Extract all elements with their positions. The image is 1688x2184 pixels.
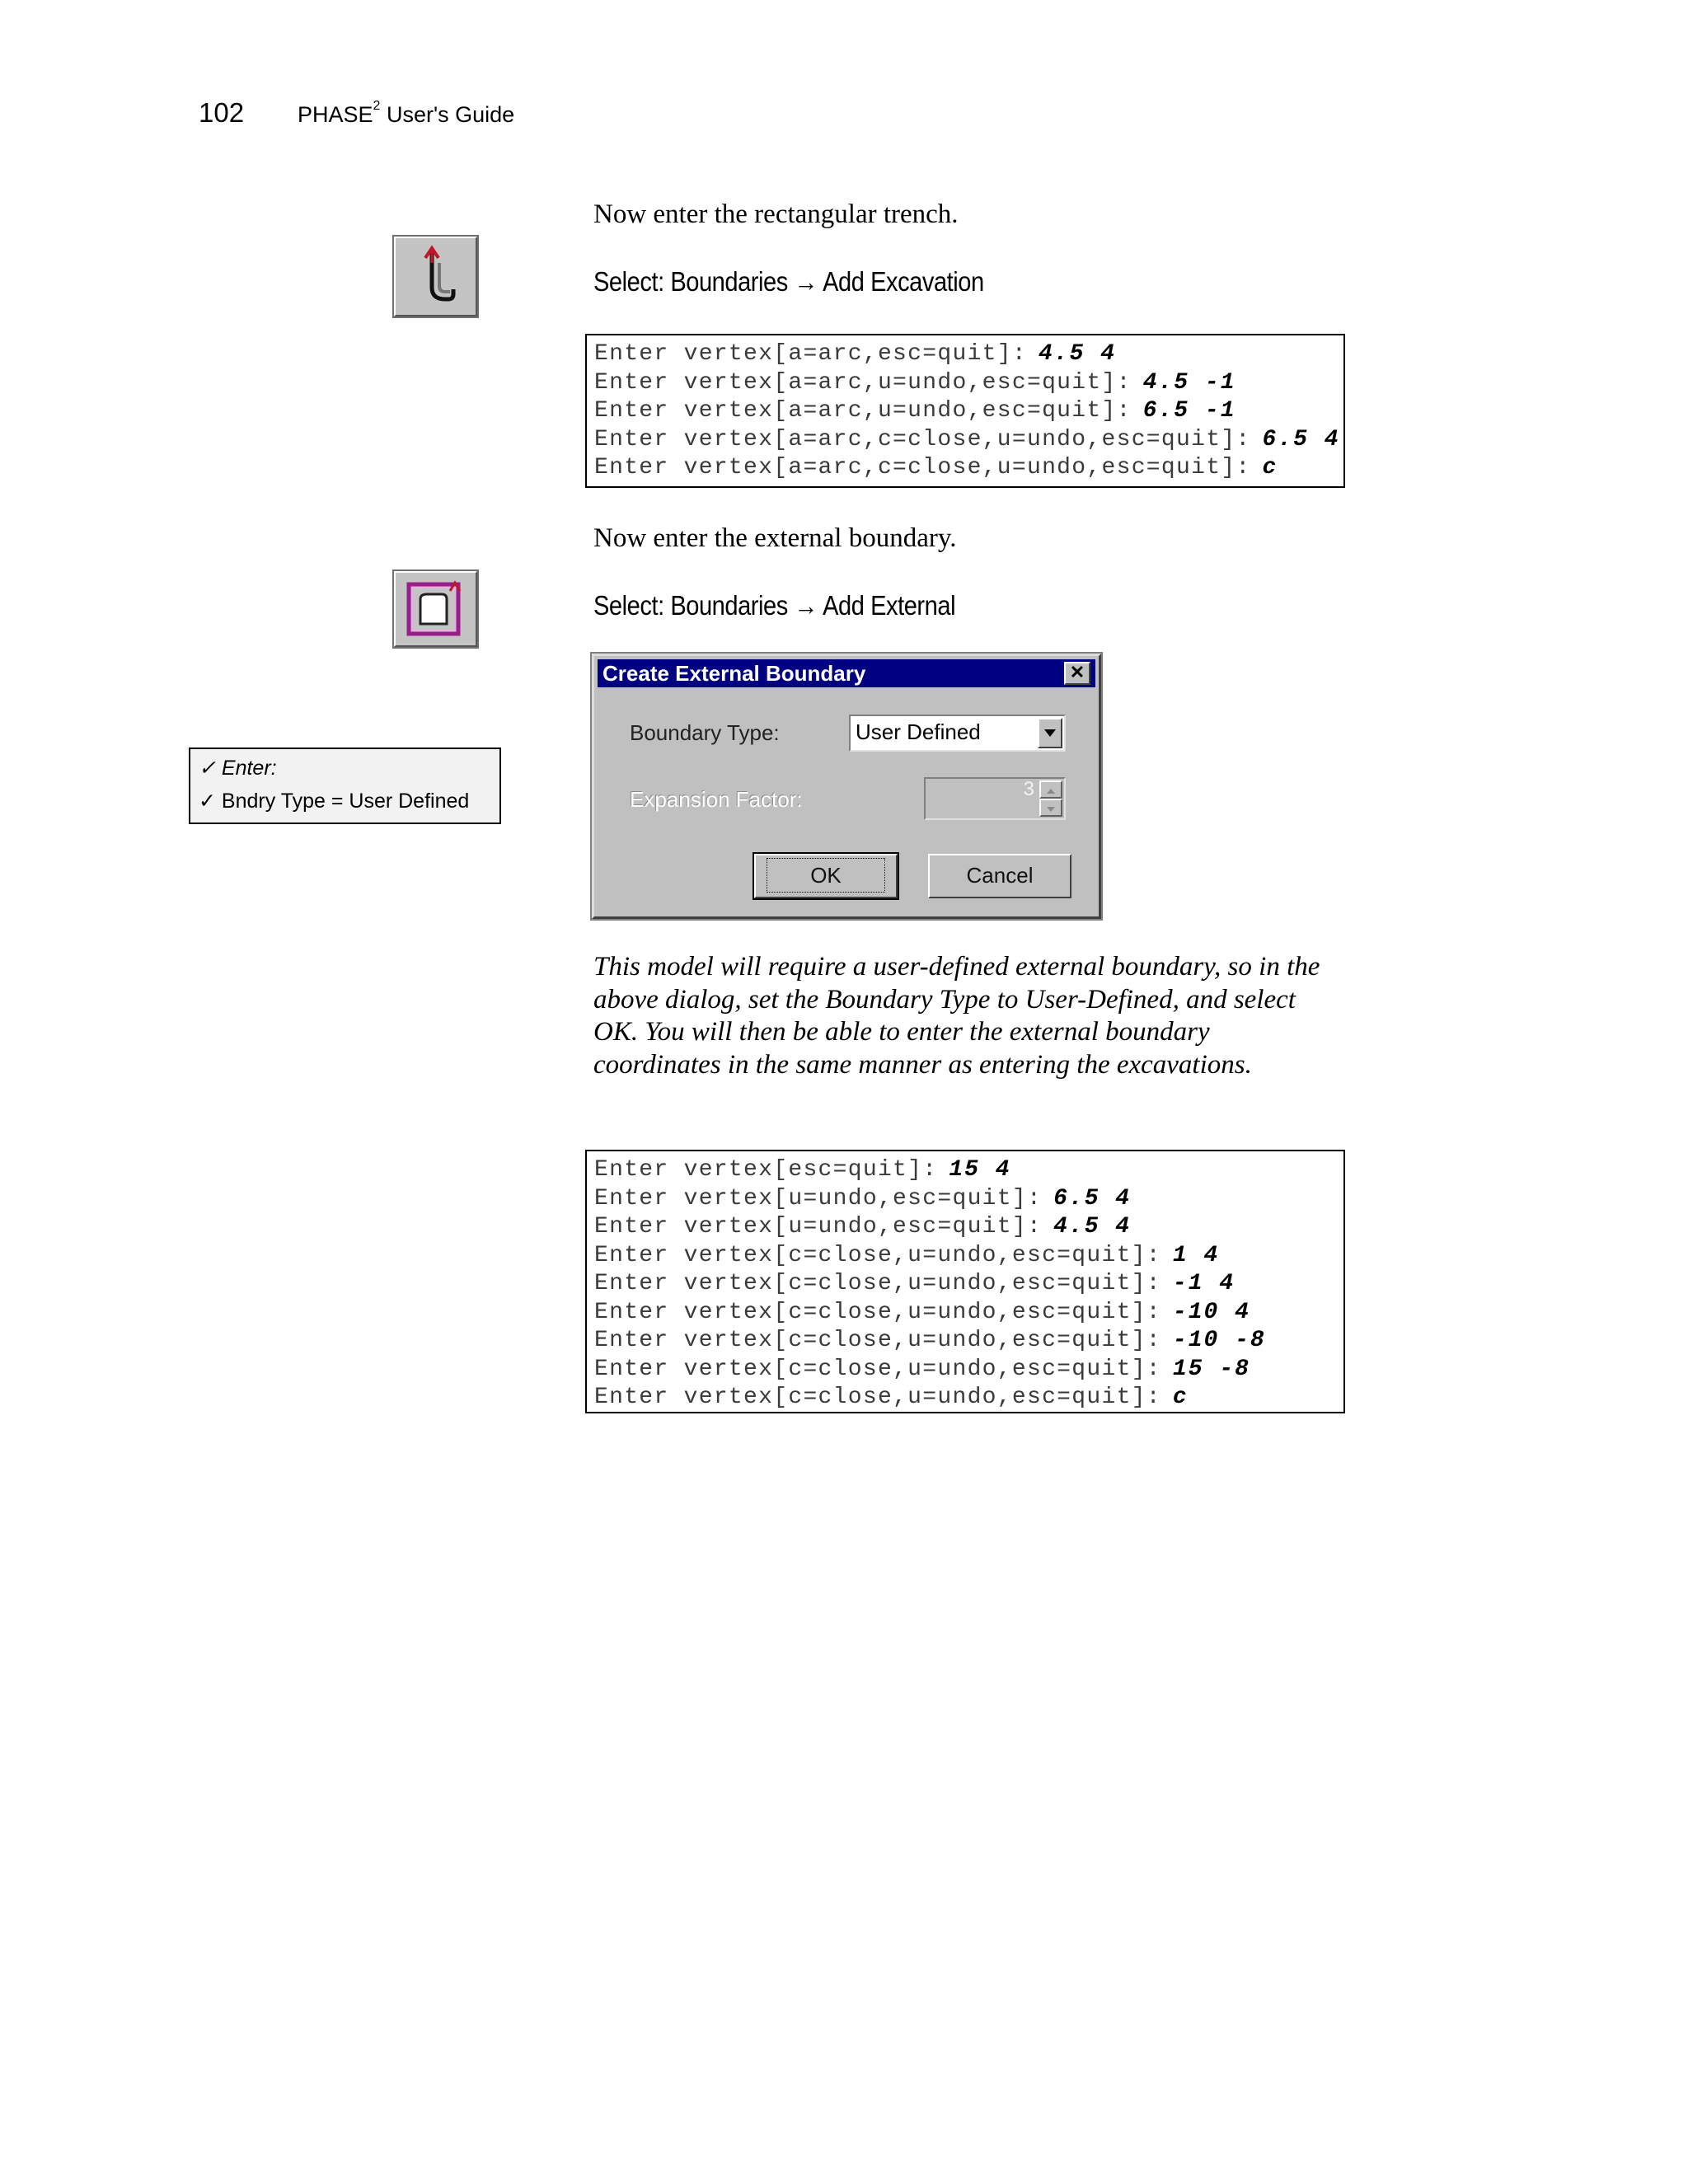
add-external-icon[interactable]: [394, 571, 477, 647]
command-input: 15 4: [949, 1157, 1011, 1183]
command-input: c: [1172, 1385, 1189, 1410]
command-prompt: Enter vertex[a=arc,esc=quit]:: [594, 341, 1027, 367]
command-input: 1 4: [1172, 1242, 1220, 1268]
command-prompt: Enter vertex[a=arc,u=undo,esc=quit]:: [594, 398, 1132, 424]
close-icon[interactable]: ✕: [1064, 662, 1090, 685]
cancel-button[interactable]: Cancel: [928, 854, 1071, 898]
command-line: [594, 1299, 1343, 1328]
guide-title: [298, 99, 515, 128]
command-input: 4.5 4: [1038, 341, 1116, 367]
note-enter: ✓ Enter:: [199, 757, 277, 780]
command-input: 4.5 -1: [1142, 369, 1236, 396]
command-line: [594, 426, 1343, 455]
external-command-box: [585, 1150, 1345, 1413]
command-input: 6.5 -1: [1142, 398, 1236, 424]
page-number: 102: [199, 97, 245, 128]
excavation-command-box: [585, 334, 1345, 488]
external-glyph: [396, 573, 476, 645]
select-add-external: Select: Boundaries → Add External: [593, 590, 956, 621]
guide-title-superscript: 2: [373, 99, 381, 113]
command-line: [594, 454, 1343, 483]
expansion-factor-label: Expansion Factor:: [630, 787, 803, 812]
command-line: [594, 1384, 1343, 1413]
instruction-paragraph: This model will require a user-defined external boundary, so in the above dialog, set the Boundary Type to User-Defined, and select OK. You will then be able to enter the external boundary coordinates in the same manner as entering the excavations.: [593, 952, 1320, 1080]
command-input: 6.5 4: [1053, 1185, 1132, 1212]
command-line: [594, 1156, 1343, 1185]
add-excavation-icon[interactable]: [394, 237, 477, 316]
command-prompt: Enter vertex[a=arc,u=undo,esc=quit]:: [594, 369, 1132, 396]
command-line: [594, 1270, 1343, 1299]
create-external-boundary-dialog: [592, 654, 1101, 919]
command-prompt: Enter vertex[c=close,u=undo,esc=quit]:: [594, 1328, 1161, 1353]
dialog-title: Create External Boundary: [603, 661, 866, 686]
ok-label: OK: [767, 858, 885, 893]
command-prompt: Enter vertex[u=undo,esc=quit]:: [594, 1214, 1043, 1240]
command-prompt: Enter vertex[c=close,u=undo,esc=quit]:: [594, 1271, 1161, 1296]
dialog-title-bar: [598, 659, 1095, 687]
spin-down-icon[interactable]: [1039, 799, 1062, 817]
boundary-type-label: Boundary Type:: [630, 720, 780, 745]
command-prompt: Enter vertex[c=close,u=undo,esc=quit]:: [594, 1385, 1161, 1410]
command-line: [594, 369, 1343, 398]
command-line: [594, 1213, 1343, 1242]
command-input: 15 -8: [1172, 1356, 1250, 1382]
command-line: [594, 1356, 1343, 1385]
command-line: [594, 1242, 1343, 1271]
command-input: 4.5 4: [1053, 1214, 1132, 1240]
select-add-excavation: Select: Boundaries → Add Excavation: [593, 266, 984, 297]
command-prompt: Enter vertex[c=close,u=undo,esc=quit]:: [594, 1299, 1161, 1325]
spin-up-icon[interactable]: [1039, 780, 1062, 799]
ok-button[interactable]: [754, 854, 898, 898]
command-prompt: Enter vertex[esc=quit]:: [594, 1157, 938, 1183]
command-prompt: Enter vertex[a=arc,c=close,u=undo,esc=quit]:: [594, 426, 1251, 452]
chevron-down-icon[interactable]: [1038, 718, 1062, 748]
command-input: -10 4: [1172, 1299, 1250, 1325]
expansion-factor-value: 3: [1023, 778, 1034, 800]
sidebar-note: [189, 748, 501, 824]
boundary-type-value: User Defined: [856, 719, 981, 744]
external-intro: Now enter the external boundary.: [593, 523, 957, 553]
guide-title-rest: User's Guide: [380, 102, 515, 127]
command-line: [594, 1185, 1343, 1214]
note-boundary-type: ✓ Bndry Type = User Defined: [199, 790, 470, 813]
trench-intro: Now enter the rectangular trench.: [593, 199, 959, 229]
command-prompt: Enter vertex[c=close,u=undo,esc=quit]:: [594, 1242, 1161, 1268]
boundary-type-select[interactable]: [849, 715, 1066, 752]
expansion-factor-spinner[interactable]: [924, 777, 1066, 820]
command-input: c: [1262, 455, 1278, 480]
command-line: [594, 397, 1343, 426]
command-input: -10 -8: [1172, 1328, 1266, 1353]
command-prompt: Enter vertex[c=close,u=undo,esc=quit]:: [594, 1356, 1161, 1382]
guide-title-main: PHASE: [298, 102, 373, 127]
command-prompt: Enter vertex[u=undo,esc=quit]:: [594, 1185, 1043, 1212]
command-line: [594, 340, 1343, 369]
excavation-glyph: [396, 238, 476, 315]
command-input: 6.5 4: [1262, 426, 1340, 452]
command-prompt: Enter vertex[a=arc,c=close,u=undo,esc=quit]:: [594, 455, 1251, 480]
command-line: [594, 1327, 1343, 1356]
command-input: -1 4: [1172, 1271, 1236, 1296]
